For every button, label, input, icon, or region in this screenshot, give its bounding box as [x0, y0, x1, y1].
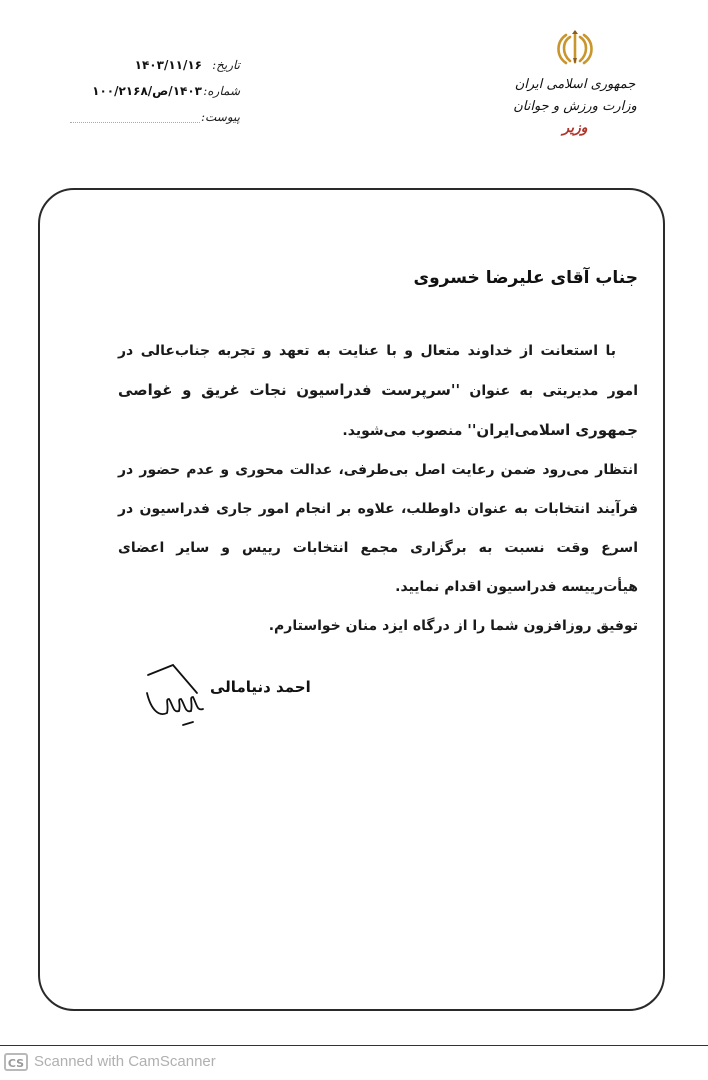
meta-date-label: تاریخ: [212, 58, 240, 72]
meta-date [70, 52, 240, 78]
iran-emblem-icon [555, 28, 595, 68]
meta-number-label: شماره: [203, 84, 240, 98]
crest-minister-title: وزیر [562, 120, 588, 136]
paragraph-closing: توفیق روزافزون شما را از درگاه ایزد منان خواستارم. [268, 618, 638, 634]
letter-meta [70, 52, 240, 130]
letter-body [118, 332, 638, 646]
meta-number [70, 78, 240, 104]
camscanner-logo-icon: CS [4, 1053, 28, 1071]
letterhead [505, 28, 645, 138]
camscanner-watermark: Scanned with CamScanner [34, 1053, 216, 1070]
paragraph-appointment-post: منصوب می‌شوید. [342, 423, 468, 439]
meta-attachment-line [70, 122, 200, 123]
paragraph-appointment-pre: با استعانت از خداوند متعال و با عنایت به تعهد و تجربه جناب‌عالی در امور مدیریتی به عنوان [118, 343, 638, 399]
salutation: جناب آقای علیرضا خسروی [413, 268, 638, 288]
meta-attachment [70, 104, 240, 130]
appointment-title: ''سرپرست فدراسیون نجات غریق و غواصی جمهوری اسلامی‌ایران'' [118, 381, 638, 439]
footer-divider [0, 1045, 708, 1046]
crest-country: جمهوری اسلامی ایران [514, 77, 636, 92]
meta-date-value: ۱۴۰۳/۱۱/۱۶ [134, 58, 202, 72]
crest-ministry: وزارت ورزش و جوانان [513, 99, 637, 114]
signer-name: احمد دنیامالی [210, 678, 311, 696]
meta-number-value: ۱۴۰۳/ص/۱۰۰/۲۱۶۸ [92, 84, 202, 98]
meta-attachment-label: پیوست: [200, 110, 240, 124]
paragraph-expectations: انتظار می‌رود ضمن رعایت اصل بی‌طرفی، عدالت محوری و عدم حضور در فرآیند انتخابات به عنوان داوطلب، علاوه بر انجام امور جاری فدراسیون در اسرع وقت نسبت به برگزاری مجمع انتخابات رییس و سایر اعضای هیأت‌رییسه فدراسیون اقدام نمایید. [118, 462, 638, 595]
paragraph-appointment [118, 332, 638, 451]
